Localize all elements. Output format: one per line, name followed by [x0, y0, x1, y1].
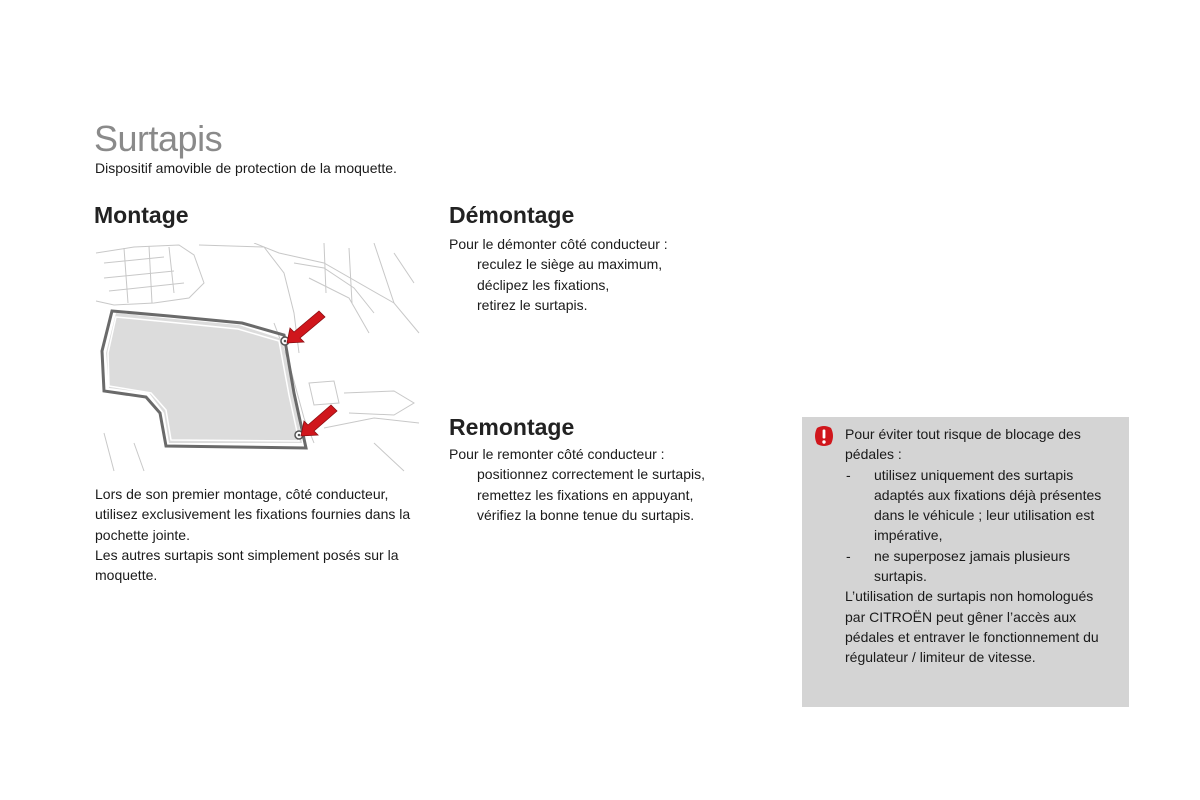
demontage-steps [449, 254, 779, 315]
montage-paragraph: Lors de son premier montage, côté conducteur, utilisez exclusivement les fixations fournies dans la pochette jointe. [95, 486, 411, 543]
list-item: - ne superposez jamais plusieurs surtapis. [846, 547, 1071, 585]
warning-box [802, 417, 1129, 707]
warning-text [845, 424, 1117, 668]
list-item: remettez les fixations en appuyant, [477, 486, 694, 503]
remontage-intro: Pour le remonter côté conducteur : [449, 446, 665, 462]
list-item: retirez le surtapis. [477, 296, 588, 313]
list-item: reculez le siège au maximum, [477, 256, 663, 273]
list-item: vérifiez la bonne tenue du surtapis. [477, 506, 695, 523]
list-item: positionnez correctement le surtapis, [477, 466, 705, 483]
remontage-block [449, 444, 779, 525]
page-subtitle: Dispositif amovible de protection de la moquette. [95, 160, 397, 176]
montage-text [95, 484, 425, 585]
montage-heading: Montage [94, 202, 189, 228]
remontage-steps [449, 464, 779, 525]
demontage-heading: Démontage [449, 202, 575, 228]
remontage-heading: Remontage [449, 414, 575, 440]
list-item: déclipez les fixations, [477, 276, 610, 293]
page-title: Surtapis [94, 118, 223, 159]
montage-paragraph: Les autres surtapis sont simplement posés sur la moquette. [95, 546, 399, 584]
demontage-intro: Pour le démonter côté conducteur : [449, 236, 668, 252]
demontage-block [449, 234, 779, 315]
warning-intro: Pour éviter tout risque de blocage des pédales : [845, 426, 1081, 463]
warning-note: L’utilisation de surtapis non homologués par CITROËN peut gêner l’accès aux pédales et entraver le fonctionnement du régulateur / limiteur de vitesse. [845, 588, 1099, 666]
warning-items [845, 465, 1117, 587]
floor-mat-illustration [94, 243, 421, 473]
list-item: - utilisez uniquement des surtapis adaptés aux fixations déjà présentes dans le véhicule ; leur utilisation est impérative, [846, 466, 1102, 544]
warning-icon [813, 425, 835, 447]
